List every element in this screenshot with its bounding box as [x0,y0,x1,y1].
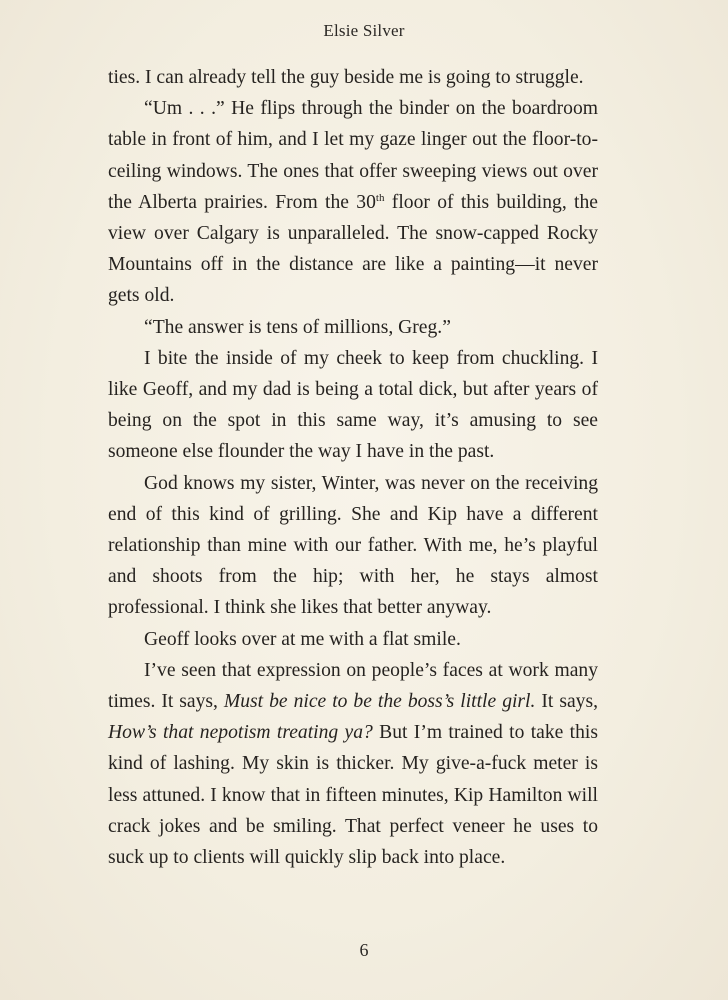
paragraph-7-text-a: I’ve seen that expression on people’s faces at work many times. It says, [108,659,598,713]
running-head-author: Elsie Silver [323,21,405,40]
ordinal-suffix: th [375,191,385,204]
paragraph-7-text-c: But I’m trained to take this kind of lashing. My skin is thicker. My give-a-fuck meter is less attuned. I know that in fifteen minutes, Kip Hamilton will crack jokes and be smiling. That perfect veneer he uses to suck up to clients will quickly slip back into place. [108,722,598,869]
paragraph-4: I bite the inside of my cheek to keep from chuckling. I like Geoff, and my dad is being a total dick, but after years of being on the spot in this same way, it’s amusing to see someone else flounder the way I have in the past. [108,347,598,463]
body-text [108,62,598,873]
paragraph-2-text-b: floor of this building, the view over Calgary is unparalleled. The snow-capped Rocky Mountains off in the distance are like a painting—it never gets old. [108,191,598,307]
paragraph-2 [108,93,598,311]
paragraph-2-text-a: “Um . . .” He flips through the binder on the boardroom table in front of him, and I let my gaze linger out the floor-to-ceiling windows. The ones that offer sweeping views out over the Alberta prairies. From the 30 [108,98,598,213]
paragraph-7-italic-2: How’s that nepotism treating ya? [108,722,373,744]
paragraph-7 [108,655,598,873]
paragraph-6: Geoff looks over at me with a flat smile. [144,628,461,650]
paragraph-1: ties. I can already tell the guy beside me is going to struggle. [108,67,584,88]
page-number: 6 [359,940,369,960]
paragraph-3: “The answer is tens of millions, Greg.” [144,316,451,338]
paragraph-7-text-b: It says, [535,691,598,713]
paragraph-7-italic-1: Must be nice to be the boss’s little girl. [223,691,536,713]
paragraph-5: God knows my sister, Winter, was never on the receiving end of this kind of grilling. She and Kip have a different relationship than mine with our father. With me, he’s playful and shoots from the hip; with her, he stays almost professional. I think she likes that better anyway. [108,472,598,619]
